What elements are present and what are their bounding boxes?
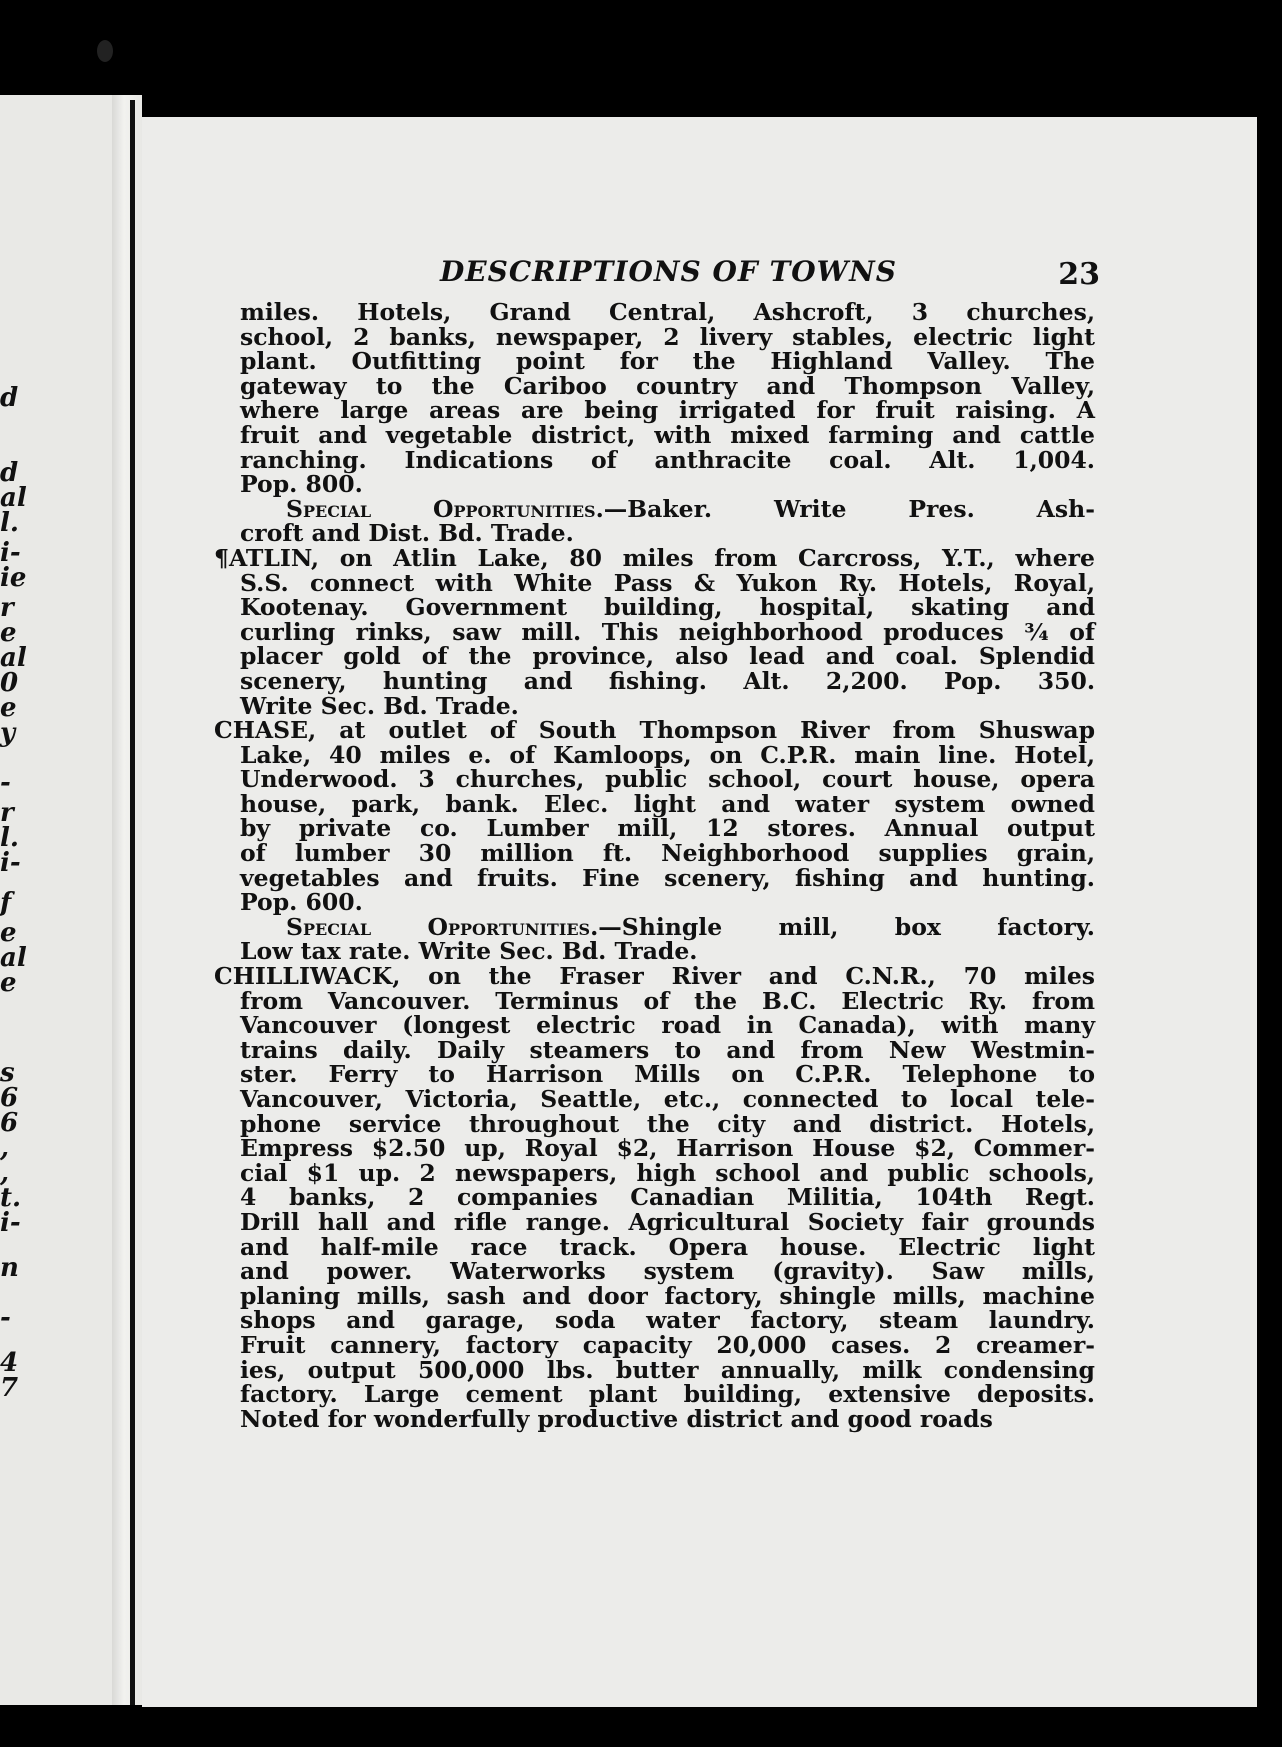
text-line: Noted for wonderfully productive district and good roads	[240, 1404, 993, 1433]
page-number: 23	[1058, 257, 1100, 292]
text-line: trains daily. Daily steamers to and from New Westmin-	[240, 1035, 1095, 1064]
text-line: by private co. Lumber mill, 12 stores. Annual output	[240, 814, 1095, 843]
text-line: of lumber 30 million ft. Neighborhood supplies grain,	[240, 839, 1095, 868]
text-line: 4 banks, 2 companies Canadian Militia, 104th Regt.	[240, 1183, 1095, 1212]
book-gutter	[112, 95, 142, 1705]
text-line: phone service throughout the city and district. Hotels,	[240, 1109, 1095, 1138]
left-margin-fragment: i-	[0, 1208, 21, 1238]
left-margin-fragment: al	[0, 943, 27, 973]
left-margin-fragment: ,	[0, 1133, 10, 1163]
entry-heading-line: CHASE, at outlet of South Thompson River from Shuswap	[214, 716, 1095, 745]
left-margin-fragment: ie	[0, 563, 27, 593]
left-margin-fragment: 6	[0, 1108, 19, 1138]
text-line: Kootenay. Government building, hospital, skating and	[240, 593, 1095, 622]
text-line: cial $1 up. 2 newspapers, high school and public schools,	[240, 1158, 1095, 1187]
left-margin-fragment: l.	[0, 823, 19, 853]
text-line: Write Sec. Bd. Trade.	[240, 691, 519, 720]
text-line: Vancouver, Victoria, Seattle, etc., connected to local tele-	[240, 1085, 1095, 1113]
page-edge-line	[130, 100, 135, 1705]
text-line: ies, output 500,000 lbs. butter annually, milk condensing	[240, 1355, 1095, 1384]
text-line: Underwood. 3 churches, public school, court house, opera	[240, 765, 1095, 794]
text-line: planing mills, sash and door factory, shingle mills, machine	[240, 1281, 1095, 1310]
text-line: miles. Hotels, Grand Central, Ashcroft, 3 churches,	[240, 298, 1095, 326]
text-line: S.S. connect with White Pass & Yukon Ry. Hotels, Royal,	[240, 568, 1095, 597]
left-margin-fragment: l.	[0, 508, 19, 538]
text-line: gateway to the Cariboo country and Thompson Valley,	[240, 371, 1095, 400]
text-line: Empress $2.50 up, Royal $2, Harrison House $2, Commer-	[240, 1134, 1095, 1163]
text-line: scenery, hunting and fishing. Alt. 2,200. Pop. 350.	[240, 666, 1095, 695]
text-line: Lake, 40 miles e. of Kamloops, on C.P.R. main line. Hotel,	[240, 740, 1095, 769]
text-line: Fruit cannery, factory capacity 20,000 cases. 2 creamer-	[240, 1330, 1095, 1359]
text-line: fruit and vegetable district, with mixed farming and cattle	[240, 420, 1095, 449]
text-line: Pop. 800.	[240, 470, 363, 499]
left-margin-fragment: ,	[0, 1158, 10, 1188]
header-title: DESCRIPTIONS OF TOWNS	[440, 255, 897, 288]
left-margin-fragment: 7	[0, 1373, 19, 1403]
left-margin-fragment: r	[0, 798, 14, 828]
left-margin-fragment: y	[0, 718, 16, 748]
text-line: where large areas are being irrigated for fruit raising. A	[240, 396, 1095, 425]
entry-heading-line: CHILLIWACK, on the Fraser River and C.N.R., 70 miles	[214, 962, 1095, 991]
left-margin-text	[0, 95, 40, 1705]
special-opportunities-line: Special Opportunities.—Baker. Write Pres. Ash-	[286, 494, 1095, 523]
left-margin-fragment: d	[0, 383, 19, 413]
text-line: placer gold of the province, also lead and coal. Splendid	[240, 642, 1095, 671]
left-page-edge	[0, 95, 115, 1705]
entry-heading-line: ¶ATLIN, on Atlin Lake, 80 miles from Carcross, Y.T., where	[214, 543, 1095, 572]
text-line: school, 2 banks, newspaper, 2 livery stables, electric light	[240, 322, 1095, 351]
left-margin-fragment: i-	[0, 848, 21, 878]
text-line: house, park, bank. Elec. light and water system owned	[240, 789, 1095, 818]
left-margin-fragment: al	[0, 483, 27, 513]
text-line: factory. Large cement plant building, extensive deposits.	[240, 1380, 1095, 1409]
text-line: Low tax rate. Write Sec. Bd. Trade.	[240, 937, 698, 966]
left-margin-fragment: i-	[0, 538, 21, 568]
left-margin-fragment: s	[0, 1058, 15, 1088]
left-margin-fragment: e	[0, 968, 17, 998]
text-line: ranching. Indications of anthracite coal. Alt. 1,004.	[240, 445, 1095, 474]
left-margin-fragment: f	[0, 888, 12, 918]
scan-speck	[97, 40, 113, 62]
text-line: curling rinks, saw mill. This neighborhood produces ¾ of	[240, 617, 1095, 646]
running-header	[440, 255, 1100, 299]
text-line: and power. Waterworks system (gravity). Saw mills,	[240, 1257, 1095, 1286]
text-line: plant. Outfitting point for the Highland Valley. The	[240, 347, 1095, 376]
left-margin-fragment: e	[0, 693, 17, 723]
left-margin-fragment: t.	[0, 1183, 22, 1213]
left-margin-fragment: n	[0, 1253, 19, 1283]
left-margin-fragment: -	[0, 1303, 11, 1333]
left-margin-fragment: e	[0, 918, 17, 948]
left-margin-fragment: -	[0, 768, 11, 798]
left-margin-fragment: d	[0, 458, 19, 488]
text-line: Vancouver (longest electric road in Canada), with many	[240, 1011, 1095, 1040]
left-margin-fragment: al	[0, 643, 27, 673]
text-line: and half-mile race track. Opera house. Electric light	[240, 1232, 1095, 1261]
special-opportunities-line: Special Opportunities.—Shingle mill, box factory.	[286, 912, 1095, 941]
text-line: from Vancouver. Terminus of the B.C. Electric Ry. from	[240, 986, 1095, 1015]
left-margin-fragment: 0	[0, 668, 19, 698]
text-line: shops and garage, soda water factory, steam laundry.	[240, 1306, 1095, 1335]
left-margin-fragment: 4	[0, 1348, 19, 1378]
text-line: croft and Dist. Bd. Trade.	[240, 519, 574, 548]
body-text	[214, 298, 1095, 1433]
text-line: Drill hall and rifle range. Agricultural Society fair grounds	[240, 1207, 1095, 1236]
left-margin-fragment: 6	[0, 1083, 19, 1113]
text-line: Pop. 600.	[240, 888, 363, 917]
left-margin-fragment: e	[0, 618, 17, 648]
left-margin-fragment: r	[0, 593, 14, 623]
text-line: ster. Ferry to Harrison Mills on C.P.R. Telephone to	[240, 1060, 1095, 1089]
text-line: vegetables and fruits. Fine scenery, fishing and hunting.	[240, 863, 1095, 892]
